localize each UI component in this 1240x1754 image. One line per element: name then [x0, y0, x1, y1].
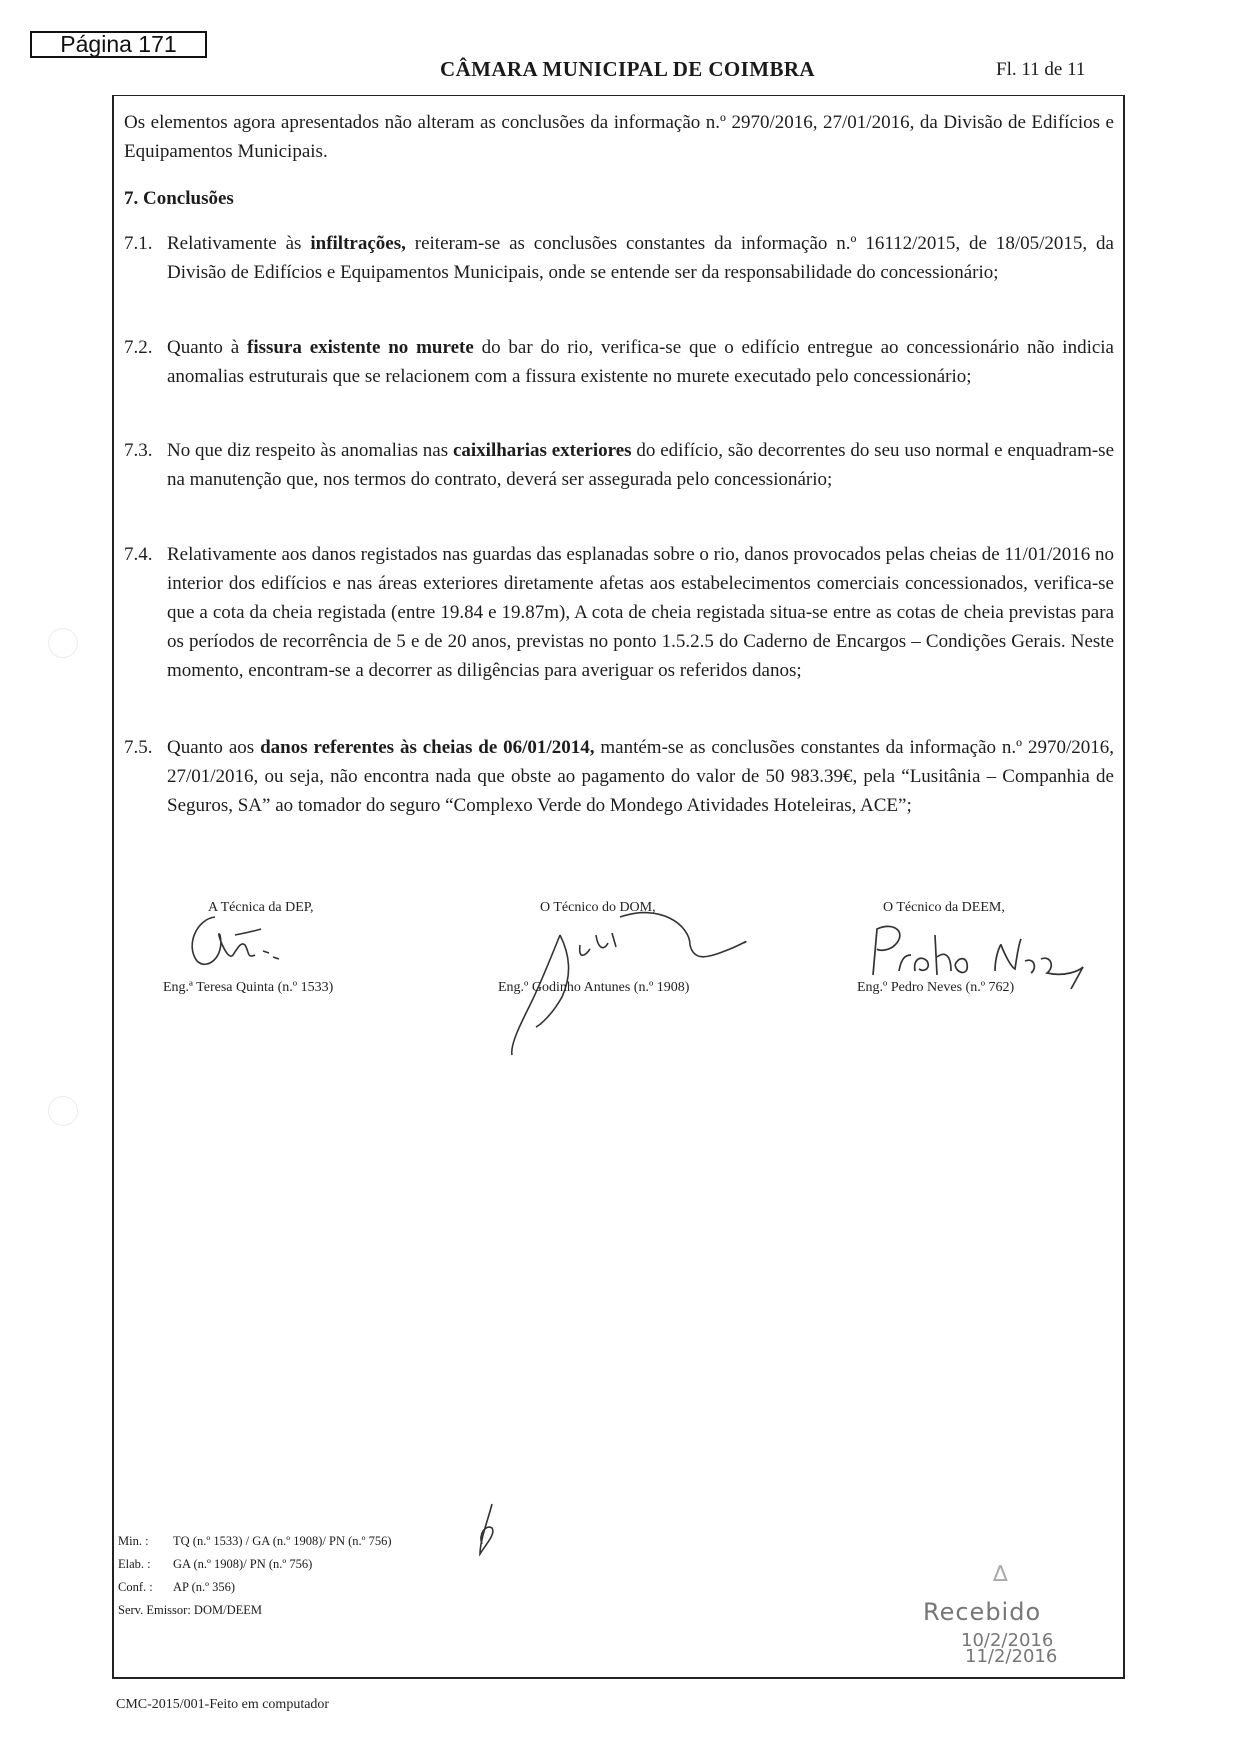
- item-text: Relativamente aos danos registados nas guardas das esplanadas sobre o rio, danos provocados pelas cheias de 11/01/2016 no interior dos edifícios e nas áreas exteriores diretamente afetas aos estabelecimentos comerciais concessionados, verifica-se que a cota da cheia registada (entre 19.84 e 19.87m), A cota de cheia registada situa-se entre as cotas de cheia previstas para os períodos de recorrência de 5 e de 20 anos, previstas no ponto 1.5.2.5 do Caderno de Encargos – Condições Gerais. Neste momento, encontram-se a decorrer as diligências para averiguar os referidos danos;: [167, 544, 1114, 681]
- signatory-name: Eng.ª Teresa Quinta (n.º 1533): [163, 980, 334, 995]
- section-heading: 7. Conclusões: [124, 188, 234, 209]
- item-emphasis: caixilharias exteriores: [452, 440, 632, 461]
- item-emphasis: infiltrações,: [310, 233, 406, 254]
- received-stamp: ∆ Recebido 10/2/2016 11/2/2016: [923, 1562, 1058, 1667]
- item-text: Relativamente às infiltrações, reiteram-se as conclusões constantes da informação n.º 16112/2015, de 18/05/2015, da Divisão de Edifícios e Equipamentos Municipais, onde se entende ser da responsabilidade do concessionário;: [167, 233, 1114, 283]
- item-text: No que diz respeito às anomalias nas caixilharias exteriores do edifício, são decorrentes do seu uso normal e enquadram-se na manutenção que, nos termos do contrato, deverá ser assegurada pelo concessionário;: [167, 440, 1114, 490]
- item-emphasis: fissura existente no murete: [247, 337, 474, 358]
- stamp-date: 10/2/2016: [961, 1630, 1054, 1651]
- stamp-date: 11/2/2016: [965, 1646, 1058, 1667]
- conclusion-item-7-3: [124, 436, 1114, 494]
- intro-paragraph: Os elementos agora apresentados não alteram as conclusões da informação n.º 2970/2016, 27/01/2016, da Divisão de Edifícios e Equipamentos Municipais.: [124, 112, 1114, 162]
- item-text: Quanto aos danos referentes às cheias de 06/01/2014, mantém-se as conclusões constantes da informação n.º 2970/2016, 27/01/2016, ou seja, não encontra nada que obste ao pagamento do valor de 50 983.39€, pela “Lusitânia – Companhia de Seguros, SA” ao tomador do seguro “Complexo Verde do Mondego Atividades Hoteleiras, ACE”;: [167, 737, 1115, 816]
- code-row: Serv. Emissor: DOM/DEEM: [118, 1603, 262, 1617]
- punch-hole: [48, 628, 78, 658]
- code-row: Min. : TQ (n.º 1533) / GA (n.º 1908)/ PN (n.º 756): [118, 1534, 392, 1548]
- handwritten-signature: [175, 905, 315, 975]
- conclusion-item-7-2: [124, 333, 1114, 391]
- stamp-received-text: Recebido: [923, 1598, 1042, 1626]
- form-code: CMC-2015/001-Feito em computador: [116, 1697, 330, 1712]
- code-row: Elab. : GA (n.º 1908)/ PN (n.º 756): [118, 1557, 313, 1571]
- signatory-title: O Técnico da DEEM,: [883, 900, 1005, 915]
- page-number-box: Página 171: [30, 31, 207, 58]
- signatory-name: Eng.º Pedro Neves (n.º 762): [857, 980, 1015, 995]
- code-row: Conf. : AP (n.º 356): [118, 1580, 236, 1594]
- signatory-title: A Técnica da DEP,: [208, 900, 314, 915]
- folio-indicator: Fl. 11 de 11: [996, 59, 1086, 80]
- item-number: 7.4.: [124, 544, 153, 565]
- conclusion-item-7-4: [124, 540, 1114, 685]
- item-emphasis: danos referentes às cheias de 06/01/2014,: [260, 737, 595, 758]
- item-number: 7.2.: [124, 337, 153, 358]
- signatory-title: O Técnico do DOM,: [540, 900, 656, 915]
- item-number: 7.3.: [124, 440, 153, 461]
- signatory-name: Eng.º Godinho Antunes (n.º 1908): [498, 980, 690, 995]
- item-text: Quanto à fissura existente no murete do bar do rio, verifica-se que o edifício entregue ao concessionário não indicia anomalias estruturais que se relacionem com a fissura existente no murete executado pelo concessionário;: [167, 337, 1114, 387]
- organization-title: CÂMARA MUNICIPAL DE COIMBRA: [440, 57, 815, 81]
- conclusion-item-7-5: [124, 733, 1114, 820]
- initials-signature: [468, 1500, 508, 1560]
- document-codes: [118, 1530, 392, 1622]
- item-number: 7.1.: [124, 233, 153, 254]
- punch-hole: [48, 1096, 78, 1126]
- item-number: 7.5.: [124, 737, 153, 758]
- conclusion-item-7-1: [124, 229, 1114, 287]
